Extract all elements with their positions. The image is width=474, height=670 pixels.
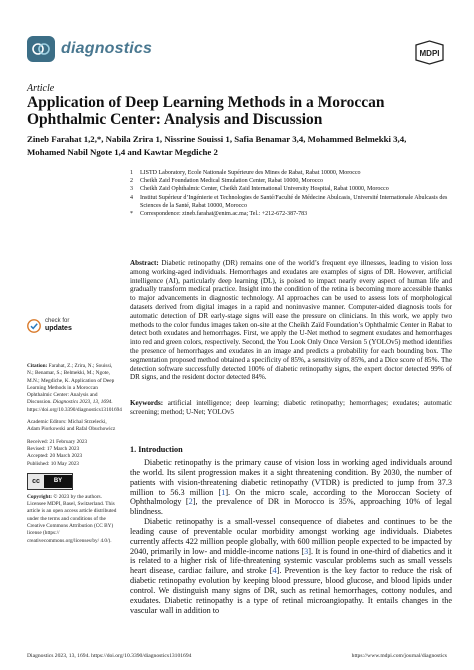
dates [27, 439, 119, 468]
correspondence-text: Correspondence: zineb.farahat@enim.ac.ma; Tel.: +212-672-387-783 [140, 211, 308, 218]
paragraph-text: ]. On the micro scale, according to the Moroccan Society of Ophthalmology [ [130, 487, 453, 507]
journal-name: diagnostics [61, 40, 153, 57]
accepted-date: Accepted: 20 March 2023 [27, 453, 83, 460]
mdpi-logo[interactable] [412, 40, 447, 65]
copyright-label: Copyright: [27, 493, 53, 500]
paragraph-text: ]. It is found in one-third of diabetics and it is related to a higher risk of life-threatening systemic vascular problems such as small vessels heart disease, cardiac failure, and stroke [ [130, 546, 452, 576]
published-date: Published: 10 May 2023 [27, 460, 79, 467]
journal-logo[interactable] [27, 36, 152, 62]
by-icon: BY [44, 475, 72, 488]
check-updates-icon [27, 319, 41, 333]
affiliation-mark: 1 [130, 170, 133, 176]
cc-by-license-badge[interactable] [27, 473, 73, 490]
paragraph-text: Diabetic retinopathy is the primary cause of vision loss in working aged individuals around the world. Its silent progression makes it a sight threatening condition. By 2030, the number of patients with vision-threatening diabetic retinopathy (VTDR) is predicted to jump from 37.3 million to 56.3 million [ [130, 458, 452, 497]
reference-link[interactable]: 4 [272, 566, 277, 576]
page-footer [27, 653, 447, 659]
section-heading: 1. Introduction [130, 445, 183, 454]
affiliation-item [130, 169, 450, 177]
article-type: Article [27, 83, 55, 94]
abstract-label: Abstract: [130, 259, 159, 267]
reference-link[interactable]: 3 [304, 546, 309, 556]
author-list [27, 133, 457, 159]
citation [27, 363, 122, 414]
footer-citation: Diagnostics 2023, 13, 1694. https://doi.org/10.3390/diagnostics13101694 [27, 653, 192, 659]
citation-label: Citation: [27, 363, 48, 369]
introduction-body [130, 458, 452, 616]
affiliation-text: LISTD Laboratory, Ecole Nationale Supérieure des Mines de Rabat, Rabat 10000, Morocco [140, 170, 361, 176]
citation-journal: Diagnostics 2023, 13, 1694. [52, 399, 113, 406]
check-for-updates-button[interactable] [27, 318, 72, 333]
copyright-text: © 2023 by the authors. Licensee MDPI, Basel, Switzerland. This article is an open access article distributed under the terms and conditions of the Creative Commons Attribution (CC BY) license (https:// creativecommons.org/licenses/by/ 4.0/). [27, 493, 117, 544]
affiliation-mark: 2 [130, 178, 133, 185]
keywords-label: Keywords: [130, 399, 164, 407]
check-updates-line: updates [45, 325, 72, 332]
authors-line: Zineb Farahat 1,2,*, Nabila Zrira 1, Nissrine Souissi 1, Safia Benamar 3,4, Mohammed Belmekki 3,4, [27, 134, 407, 144]
publisher-name: MDPI [419, 49, 440, 58]
affiliation-item [130, 185, 450, 193]
affiliation-item [130, 177, 450, 185]
reference-link[interactable]: 1 [221, 487, 226, 497]
abstract-text: Diabetic retinopathy (DR) remains one of the world’s frequent eye illnesses, leading to vision loss among working-aged individuals. Hemorrhages and exudates are examples of signs of DR. However, artificial intelligence (AI), particularly deep learning (DL), is poised to impact nearly every aspect of human life and gradually transform medical practice. Insight into the condition of the retina is becoming more accessible thanks to major advancements in diagnostic technology. AI approaches can be used to assess lots of morphological datasets derived from digital images in a rapid and noninvasive manner. Computer-aided diagnosis tools for automatic detection of DR early-stage signs will ease the pressure on clinicians. In this work, we apply two methods to the color fundus images taken on-site at the Cheikh Zaïd Foundation’s Ophthalmic Center in Rabat to detect both exudates and hemorrhages. First, we apply the U-Net method to segment exudates and hemorrhages into red and green colors, respectively. Second, the You Look Only Once Version 5 (YOLOv5) method identifies the presence of hemorrhages and exudates in an image and predicts a probability for each bounding box. The segmentation proposed method obtained a specificity of 85%, a sensitivity of 85%, and a Dice score of 85%. The detection software successfully detected 100% of diabetic retinopathy signs, the expert doctor detected 99% of DR signs, and the resident doctor detected 84%. [130, 259, 452, 382]
paragraph-text: ], the prevalence of DR in Morocco is 35%, approaching 10% of legal blindness. [130, 497, 452, 517]
affiliation-mark: * [130, 211, 133, 218]
affiliation-text: Cheikh Zaid Foundation Medical Simulation Center, Rabat 10000, Morocco [140, 178, 324, 185]
correspondence-item [130, 210, 450, 218]
revised-date: Revised: 17 March 2023 [27, 445, 80, 452]
copyright [27, 494, 119, 545]
affiliation-item [130, 194, 450, 210]
affiliation-mark: 3 [130, 186, 133, 193]
affiliation-text: Institut Supérieur d’Ingénierie et Technologies de Santé/Faculté de Médecine Abulcasis, Université Internationale Abulcasis des Sciences de la Santé, Rabat 10000, Morocco [140, 194, 448, 209]
footer-journal-link[interactable]: https://www.mdpi.com/journal/diagnostics [351, 653, 447, 659]
received-date: Received: 21 February 2023 [27, 438, 88, 445]
keywords-text: artificial intelligence; deep learning; diabetic retinopathy; hemorrhages; exudates; automatic screening; method; U-Net; YOLOv5 [130, 399, 452, 416]
article-info-sidebar [27, 363, 122, 550]
affiliations [130, 169, 450, 218]
cc-icon: cc [32, 477, 40, 485]
academic-editors: Academic Editors: Michal Strzelecki, Adam Piorkowski and Rafal Obuchowicz [27, 419, 116, 433]
check-updates-line: check for [45, 318, 70, 324]
paragraph-text: ]. Prevention is the key factor to reduce the risk of diabetic retinopathy evolution by keeping blood pressure, blood glucose, and blood lipids under control. We distinguish many signs of DR, such as retinal hemorrhages, cottony nodules, and exudates. Diabetic retinopathy is a type of retinal microangiopathy. It entails changes in the vascular wall in addition to [130, 566, 452, 615]
reference-link[interactable]: 2 [188, 497, 193, 507]
paragraph-text: Diabetic retinopathy is a small-vessel consequence of diabetes and continues to be the leading cause of preventable ocular morbidity amongst working age individuals. Diabetes currently affects 422 million people globally, with 600 million people expected to be impacted by 2040, primarily in low- and middle-income nations [ [130, 517, 452, 556]
journal-logo-icon [27, 36, 55, 62]
paragraph [130, 517, 452, 615]
abstract [130, 259, 452, 382]
citation-text: Farahat, Z.; Zrira, N.; Souissi, N.; Benamar, S.; Belmekki, M.; Ngote, M.N.; Megdiche, K. Application of Deep Learning Methods in a Moroccan Ophthalmic Center: Analysis and Discussion. [27, 363, 115, 406]
authors-line: Mohamed Nabil Ngote 1,4 and Kawtar Megdiche 2 [27, 147, 218, 157]
paragraph [130, 458, 452, 517]
affiliation-mark: 4 [130, 194, 133, 201]
article-title: Application of Deep Learning Methods in a Moroccan Ophthalmic Center: Analysis and Discussion [27, 94, 385, 128]
citation-doi-link[interactable]: https://doi.org/10.3390/diagnostics13101694 [27, 406, 122, 413]
affiliation-text: Cheikh Zaid Ophthalmic Center, Cheikh Zaid International University Hospital, Rabat 10000, Morocco [140, 186, 389, 193]
keywords [130, 399, 452, 417]
